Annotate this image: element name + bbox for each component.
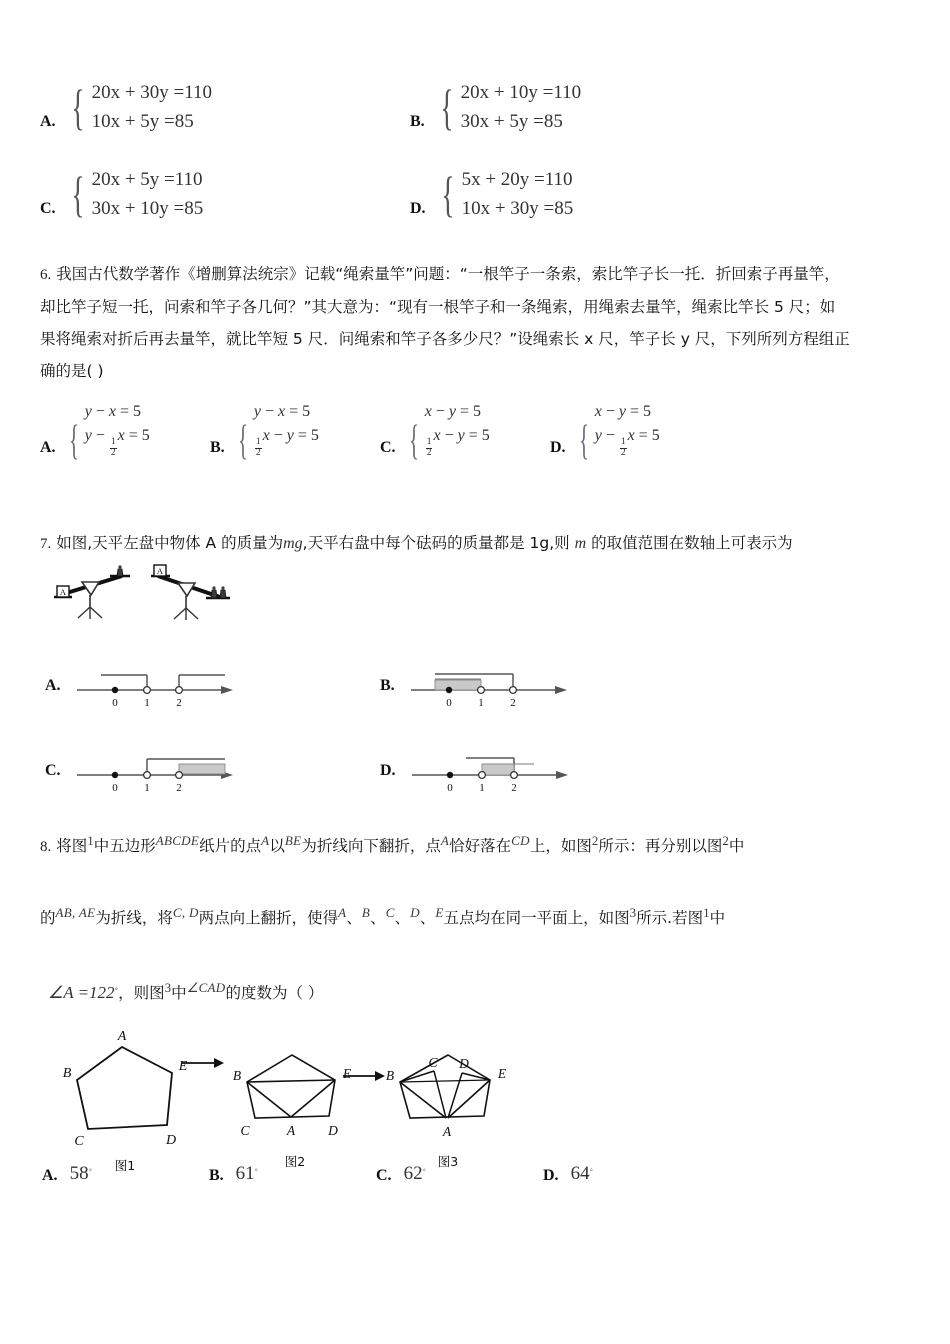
q7-text-c: 的取值范围在数轴上可表示为 xyxy=(591,534,793,552)
equation-1: x − y = 5 xyxy=(594,403,652,420)
math-fig-3b: 3 xyxy=(164,980,172,995)
q8-option-d[interactable] xyxy=(543,1163,710,1185)
question-number: 6. xyxy=(40,267,52,283)
option-letter: C. xyxy=(380,438,396,456)
brace-glyph: { xyxy=(440,165,455,222)
arrow-1 xyxy=(180,1055,225,1076)
math-ab-ae: AB, AE xyxy=(55,905,96,920)
q5-option-b[interactable] xyxy=(400,78,810,137)
q7-option-a[interactable] xyxy=(45,662,249,710)
svg-text:2: 2 xyxy=(509,697,516,709)
svg-text:C: C xyxy=(428,1055,438,1070)
equation-2: $\frac{1}{2}$ x − y = 5 xyxy=(255,427,319,459)
svg-text:2: 2 xyxy=(175,697,182,709)
q6-line-1-text: 我国古代数学著作《增删算法统宗》记载“绳索量竿”问题：“一根竿子一条索，索比竿子长一托．折回索子再量竿， xyxy=(56,265,840,283)
q7-paragraph xyxy=(40,530,930,557)
svg-text:D: D xyxy=(459,1056,469,1071)
q7-text-b: ,天平右盘中每个砝码的质量都是 1g,则 xyxy=(302,534,570,552)
svg-text:1: 1 xyxy=(478,782,485,794)
q8-l3-t1: ，则图 xyxy=(118,984,165,1003)
q8-line-2 xyxy=(40,900,930,931)
q8-t8: 所示：再分别以图 xyxy=(598,837,723,856)
equation-2: 30x + 5y =85 xyxy=(460,111,563,133)
option-letter: B. xyxy=(209,1167,224,1184)
q7-text-a: 如图,天平左盘中物体 A 的质量为 xyxy=(56,534,284,552)
q5-option-c[interactable] xyxy=(0,165,400,224)
math-abcde: ABCDE xyxy=(155,833,200,848)
equation-1: 20x + 5y =110 xyxy=(91,168,203,190)
q8-t2: 中五边形 xyxy=(93,837,156,856)
q8-t5: 为折线向下翻折，点 xyxy=(301,837,441,856)
equation-2: y − $\frac{1}{2}$ x = 5 xyxy=(84,427,150,459)
svg-text:1: 1 xyxy=(143,782,150,794)
question-number: 7. xyxy=(40,536,52,552)
q6-option-b[interactable] xyxy=(210,400,380,465)
pentagon-figure-3-svg xyxy=(378,1040,518,1155)
q6-option-d[interactable] xyxy=(550,400,720,465)
option-letter: B. xyxy=(410,112,425,130)
q8-l2-t2: 为折线，将 xyxy=(95,909,173,928)
q6-line-2: 却比竿子短一托，问索和竿子各几何？”其大意为：“现有一根竿子和一条绳索，用绳索去量竿，绳索比竿长 5 尺；如 xyxy=(40,298,836,316)
svg-text:A: A xyxy=(59,587,67,597)
q8-l2-t5: 、 xyxy=(370,909,386,928)
math-angle-cad: ∠CAD xyxy=(186,980,226,995)
degree-mark: ◦ xyxy=(254,1164,258,1175)
equation-1: 20x + 10y =110 xyxy=(460,82,582,103)
math-fig-3: 3 xyxy=(629,905,637,920)
q6-line-4: 确的是( ) xyxy=(40,362,104,380)
equation-1: y − x = 5 xyxy=(253,403,311,420)
pentagon-figure-1-svg xyxy=(55,1025,225,1155)
q8-l2-t8: 五点均在同一平面上，如图 xyxy=(443,909,630,928)
brace-glyph: { xyxy=(237,418,248,465)
option-letter: D. xyxy=(380,762,396,779)
option-letter: B. xyxy=(380,677,395,694)
svg-text:1: 1 xyxy=(477,697,484,709)
q8-l3-t2: 中 xyxy=(171,984,187,1003)
brace-glyph: { xyxy=(68,418,79,465)
right-arrow-icon xyxy=(180,1055,225,1071)
math-fig-2b: 2 xyxy=(722,833,729,848)
q6-option-c[interactable] xyxy=(380,400,550,465)
q8-figure-3 xyxy=(378,1040,518,1170)
q7-option-d[interactable] xyxy=(380,747,584,795)
q5-option-d[interactable] xyxy=(400,165,810,224)
degree-mark: ◦ xyxy=(589,1164,593,1175)
degree-mark: ◦ xyxy=(88,1164,92,1175)
q6-line-1 xyxy=(40,258,920,291)
q8-t3: 纸片的点 xyxy=(199,837,262,856)
q8-t6: 恰好落在 xyxy=(449,837,512,856)
option-letter: A. xyxy=(40,112,56,130)
q5-options-row-1 xyxy=(0,78,950,137)
q8-t1: 将图 xyxy=(56,837,88,856)
equation-2: 10x + 5y =85 xyxy=(91,111,194,133)
q8-l2-t10: 中 xyxy=(709,909,726,928)
q8-l2-t9: 所示.若图 xyxy=(636,909,704,928)
math-angle-a: ∠A =122 xyxy=(48,983,115,1003)
q7-option-c[interactable] xyxy=(45,747,249,795)
number-line-c xyxy=(69,747,249,795)
svg-text:D: D xyxy=(328,1123,338,1138)
option-letter: D. xyxy=(543,1167,559,1184)
q6-option-a[interactable] xyxy=(40,400,210,465)
equation-2: y − $\frac{1}{2}$ x = 5 xyxy=(594,427,660,459)
math-pt-e: E xyxy=(435,905,444,920)
degree-mark: ◦ xyxy=(422,1164,426,1175)
brace-glyph: { xyxy=(408,418,419,465)
equation-2: 10x + 30y =85 xyxy=(461,198,574,220)
option-letter: C. xyxy=(45,762,61,779)
option-letter: D. xyxy=(410,199,426,217)
svg-text:E: E xyxy=(178,1059,188,1074)
option-letter: C. xyxy=(40,199,56,217)
q8-option-b[interactable] xyxy=(209,1163,376,1185)
brace-glyph: { xyxy=(70,165,85,222)
option-value: 61 xyxy=(235,1163,255,1184)
q7-option-b[interactable] xyxy=(380,662,583,710)
math-c-d: C, D xyxy=(172,905,199,920)
q8-t9: 中 xyxy=(728,837,745,856)
q6-line-3: 果将绳索对折后再去量竿，就比竿短 5 尺．问绳索和竿子各多少尺？”设绳索长 x 尺，竿子长 y 尺，下列所列方程组正 xyxy=(40,330,850,348)
q8-line-1 xyxy=(40,828,930,860)
figure-2-caption: 图2 xyxy=(284,1154,306,1169)
q8-figure-1 xyxy=(55,1025,225,1174)
number-line-a xyxy=(69,662,249,710)
option-letter: B. xyxy=(210,438,225,456)
math-m: m xyxy=(574,535,587,552)
option-value: 64 xyxy=(570,1163,590,1184)
math-pt-c: C xyxy=(385,905,395,920)
math-fig-1b: 1 xyxy=(703,905,710,920)
question-number: 8. xyxy=(40,839,52,856)
svg-text:A: A xyxy=(156,566,164,576)
equation-1: x − y = 5 xyxy=(424,403,482,420)
q5-option-a[interactable] xyxy=(0,78,400,137)
math-pt-a: A xyxy=(338,905,347,920)
math-point-a2: A xyxy=(440,833,450,848)
equation-1: 5x + 20y =110 xyxy=(461,168,573,190)
brace-glyph: { xyxy=(578,418,589,465)
q8-t7: 上，如图 xyxy=(529,837,592,856)
figure-1-caption: 图1 xyxy=(114,1158,136,1173)
q8-l3-t3: 的度数为（ ） xyxy=(225,984,324,1003)
q8-option-a[interactable] xyxy=(42,1163,209,1185)
math-pt-b: B xyxy=(361,905,371,920)
q7-balance-figures xyxy=(52,563,237,630)
q5-options xyxy=(0,78,950,240)
option-letter: A. xyxy=(42,1167,58,1184)
q6-options xyxy=(40,400,920,465)
figure-3-caption: 图3 xyxy=(437,1154,459,1169)
option-letter: A. xyxy=(40,438,56,456)
number-line-d xyxy=(404,747,584,795)
svg-text:E: E xyxy=(342,1066,352,1081)
option-letter: C. xyxy=(376,1167,392,1184)
svg-text:2: 2 xyxy=(175,782,182,794)
svg-text:0: 0 xyxy=(446,782,453,794)
svg-text:D: D xyxy=(165,1133,177,1148)
q8-line-3 xyxy=(48,975,938,1006)
svg-text:E: E xyxy=(497,1066,507,1081)
q8-options xyxy=(42,1163,742,1185)
svg-text:C: C xyxy=(240,1123,250,1138)
math-mg: mg xyxy=(283,535,303,552)
svg-text:A: A xyxy=(286,1123,296,1138)
pentagon-figure-2-svg xyxy=(225,1040,365,1155)
equation-1: 20x + 30y =110 xyxy=(91,82,213,103)
svg-text:A: A xyxy=(117,1029,127,1044)
svg-text:A: A xyxy=(442,1124,452,1139)
math-point-a: A xyxy=(261,833,270,848)
balance-scales-svg xyxy=(52,563,237,625)
q8-l2-t6: 、 xyxy=(394,909,411,928)
equation-1: y − x = 5 xyxy=(84,403,142,420)
q8-option-c[interactable] xyxy=(376,1163,543,1185)
svg-text:B: B xyxy=(232,1068,242,1083)
equation-2: 30x + 10y =85 xyxy=(91,198,204,220)
svg-text:0: 0 xyxy=(445,697,452,709)
svg-text:B: B xyxy=(62,1066,72,1081)
math-cd: CD xyxy=(511,833,530,848)
q8-l2-t1: 的 xyxy=(40,909,56,928)
math-fig-1: 1 xyxy=(87,833,94,848)
number-line-b xyxy=(403,662,583,710)
brace-glyph: { xyxy=(440,78,454,135)
math-fig-2: 2 xyxy=(591,833,599,848)
q6-paragraph xyxy=(40,258,920,387)
svg-text:0: 0 xyxy=(111,697,118,709)
q8-l2-t4: 、 xyxy=(346,909,362,928)
option-letter: A. xyxy=(45,677,61,694)
option-value: 62 xyxy=(403,1163,423,1184)
q8-l2-t3: 两点向上翻折，使得 xyxy=(198,909,339,928)
svg-text:0: 0 xyxy=(111,782,118,794)
option-value: 58 xyxy=(69,1163,89,1184)
q8-figure-2 xyxy=(225,1040,365,1170)
svg-text:1: 1 xyxy=(143,697,150,709)
q8-l2-t7: 、 xyxy=(419,909,436,928)
q8-t4: 以 xyxy=(269,837,285,856)
svg-text:2: 2 xyxy=(510,782,517,794)
svg-text:B: B xyxy=(385,1068,395,1083)
degree-mark: ◦ xyxy=(114,984,119,995)
balance-scale-right xyxy=(151,565,230,620)
balance-scale-left xyxy=(54,565,130,619)
option-letter: D. xyxy=(550,438,566,456)
math-pt-d: D xyxy=(410,905,420,920)
q5-options-row-2 xyxy=(0,165,950,224)
math-be: BE xyxy=(284,833,302,848)
brace-glyph: { xyxy=(70,78,85,135)
equation-2: $\frac{1}{2}$ x − y = 5 xyxy=(426,427,490,459)
svg-text:C: C xyxy=(74,1134,84,1149)
